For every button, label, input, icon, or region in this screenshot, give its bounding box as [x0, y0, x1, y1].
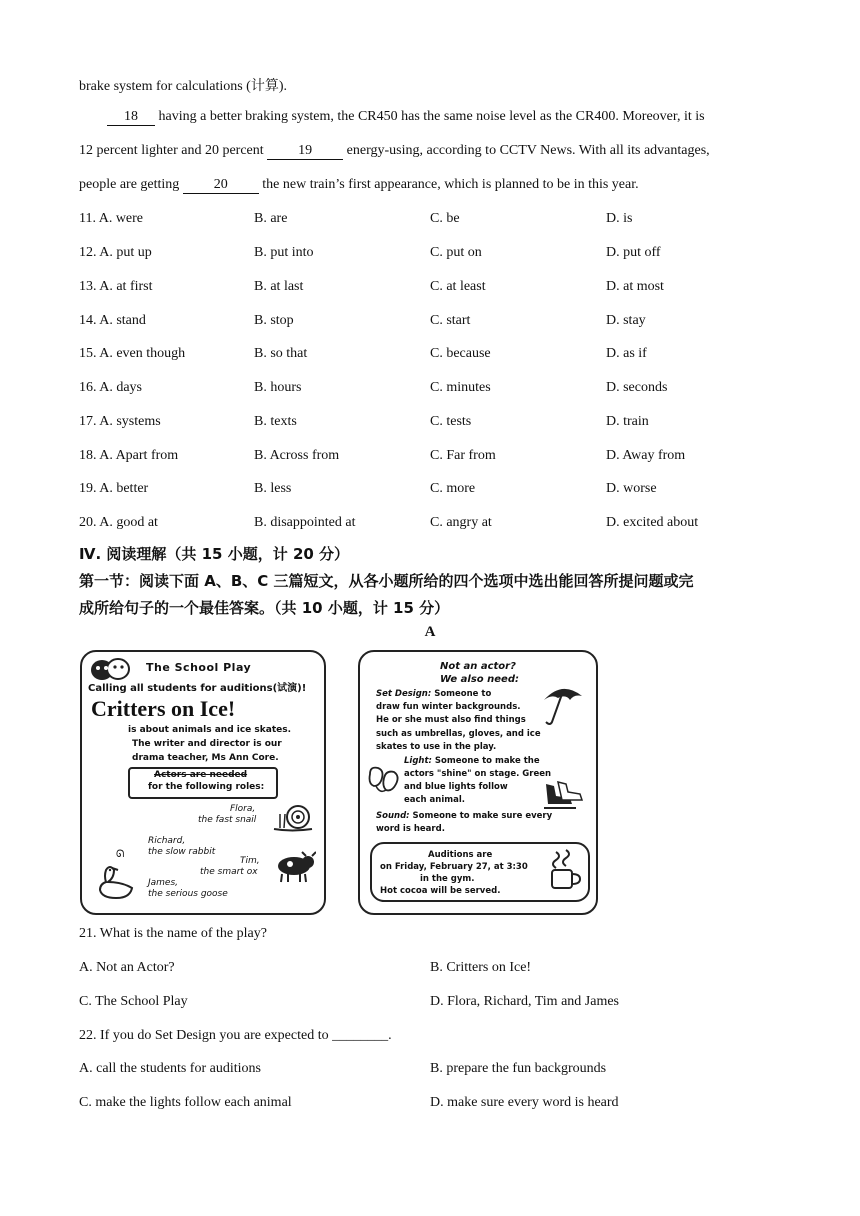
- question-21-options-row-2: [79, 994, 784, 1014]
- poster-desc-1: is about animals and ice skates.: [128, 725, 292, 735]
- blank-20: 20: [183, 177, 259, 194]
- sound-line-2: word is heard.: [376, 824, 445, 834]
- section-instruction-2: 成所给句子的一个最佳答案。（共 10 小题，计 15 分）: [79, 599, 450, 617]
- role-james-desc: the serious goose: [148, 889, 228, 899]
- section-instruction-1: 第一节：阅读下面 A、B、C 三篇短文，从各小题所给的四个选项中选出能回答所提问题或完: [79, 572, 694, 590]
- poster-callout: Calling all students for auditions(试演)!: [88, 683, 307, 694]
- option-b: B. hours: [254, 380, 302, 395]
- option-b: B. are: [254, 211, 288, 226]
- sound-line-1: Sound: Someone to make sure every: [376, 811, 553, 821]
- option-c: C. Far from: [430, 448, 496, 463]
- auditions-line-4: Hot cocoa will be served.: [380, 886, 501, 896]
- goose-icon: [92, 864, 138, 904]
- option-row: [79, 380, 784, 400]
- option-c: C. because: [430, 346, 491, 361]
- auditions-line-3: in the gym.: [420, 874, 475, 884]
- question-22-options-row-1: [79, 1061, 784, 1081]
- q21-option-a: A. Not an Actor?: [79, 960, 175, 975]
- option-row: [79, 279, 784, 299]
- light-line-1: Light: Someone to make the: [404, 756, 540, 766]
- option-b: B. texts: [254, 414, 297, 429]
- role-flora-desc: the fast snail: [198, 815, 257, 825]
- option-d: D. train: [606, 414, 649, 429]
- option-d: D. seconds: [606, 380, 668, 395]
- option-a: 20. A. good at: [79, 515, 158, 530]
- option-c: C. at least: [430, 279, 486, 294]
- option-d: D. Away from: [606, 448, 686, 463]
- option-c: C. angry at: [430, 515, 492, 530]
- play-title: Critters on Ice!: [91, 696, 236, 721]
- role-tim-desc: the smart ox: [200, 867, 258, 877]
- option-a: 19. A. better: [79, 481, 149, 496]
- option-c: C. be: [430, 211, 460, 226]
- option-a: 18. A. Apart from: [79, 448, 179, 463]
- q21-option-d: D. Flora, Richard, Tim and James: [430, 994, 619, 1009]
- option-b: B. at last: [254, 279, 304, 294]
- option-b: B. Across from: [254, 448, 340, 463]
- ox-icon: [272, 850, 316, 884]
- snail-icon: [272, 802, 316, 832]
- passage-line-2: 18 having a better braking system, the CR450 has the same noise level as the CR400. Moreover, it is: [79, 109, 705, 126]
- option-d: D. worse: [606, 481, 657, 496]
- option-a: 14. A. stand: [79, 313, 146, 328]
- roles-box-line-1: Actors are needed: [154, 770, 248, 780]
- roles-box: [128, 767, 278, 799]
- light-line-2: actors "shine" on stage. Green: [404, 769, 552, 779]
- option-a: 17. A. systems: [79, 414, 161, 429]
- option-a: 13. A. at first: [79, 279, 153, 294]
- option-a: 16. A. days: [79, 380, 142, 395]
- option-b: B. stop: [254, 313, 294, 328]
- q22-option-d: D. make sure every word is heard: [430, 1095, 619, 1110]
- poster-not-an-actor: [358, 650, 598, 915]
- option-b: B. disappointed at: [254, 515, 356, 530]
- option-c: C. minutes: [430, 380, 491, 395]
- option-row: [79, 448, 784, 468]
- option-c: C. more: [430, 481, 476, 496]
- auditions-line-1: Auditions are: [428, 850, 493, 860]
- option-c: C. start: [430, 313, 471, 328]
- role-richard-name: Richard,: [148, 836, 186, 846]
- gloves-icon: [366, 764, 402, 798]
- set-design-line-4: such as umbrellas, gloves, and ice: [376, 729, 541, 739]
- poster-desc-2: The writer and director is our: [132, 739, 282, 749]
- q22-option-a: A. call the students for auditions: [79, 1061, 261, 1076]
- light-line-3: and blue lights follow: [404, 782, 508, 792]
- cocoa-mug-icon: [548, 848, 584, 892]
- passage-line-4: people are getting 20 the new train’s first appearance, which is planned to be in this year.: [79, 177, 639, 192]
- option-d: D. as if: [606, 346, 647, 361]
- option-row: [79, 313, 784, 333]
- role-flora-name: Flora,: [230, 804, 256, 814]
- option-row: [79, 245, 784, 265]
- section-title: Ⅳ. 阅读理解（共 15 小题，计 20 分）: [79, 545, 350, 563]
- light-line-4: each animal.: [404, 795, 465, 805]
- set-design-line-3: He or she must also find things: [376, 715, 526, 725]
- right-heading-2: We also need:: [440, 674, 519, 685]
- option-a: 12. A. put up: [79, 245, 152, 260]
- auditions-line-2: on Friday, February 27, at 3:30: [380, 862, 528, 872]
- option-b: B. put into: [254, 245, 314, 260]
- question-22-options-row-2: [79, 1095, 784, 1115]
- option-d: D. is: [606, 211, 633, 226]
- option-d: D. put off: [606, 245, 661, 260]
- role-tim-name: Tim,: [240, 856, 260, 866]
- option-row: [79, 515, 784, 535]
- option-c: C. put on: [430, 245, 482, 260]
- roles-box-line-2: for the following roles:: [148, 782, 265, 792]
- q21-option-b: B. Critters on Ice!: [430, 960, 532, 975]
- option-d: D. stay: [606, 313, 646, 328]
- q21-option-c: C. The School Play: [79, 994, 188, 1009]
- option-b: B. less: [254, 481, 292, 496]
- small-rabbit-icon: ᘏ: [116, 849, 125, 860]
- option-c: C. tests: [430, 414, 472, 429]
- blank-18: 18: [107, 109, 155, 126]
- role-james-name: James,: [148, 878, 179, 888]
- blank-19: 19: [267, 143, 343, 160]
- option-row: [79, 414, 784, 434]
- passage-line-3: 12 percent lighter and 20 percent 19 energy-using, according to CCTV News. With all its advantages,: [79, 143, 710, 158]
- q22-option-c: C. make the lights follow each animal: [79, 1095, 292, 1110]
- option-d: D. at most: [606, 279, 664, 294]
- umbrella-icon: [540, 682, 586, 728]
- option-row: [79, 346, 784, 366]
- set-design-line-1: Set Design: Someone to: [376, 689, 492, 699]
- auditions-box: [370, 842, 590, 902]
- poster-header: The School Play: [146, 661, 252, 674]
- option-row: [79, 211, 784, 231]
- part-label: A: [424, 624, 436, 640]
- set-design-line-2: draw fun winter backgrounds.: [376, 702, 521, 712]
- set-design-line-5: skates to use in the play.: [376, 742, 497, 752]
- poster-desc-3: drama teacher, Ms Ann Core.: [132, 753, 279, 763]
- passage-line-1: brake system for calculations (计算).: [79, 79, 287, 94]
- ice-skates-icon: [540, 780, 586, 812]
- question-22-stem: 22. If you do Set Design you are expected to ________.: [79, 1028, 392, 1043]
- option-row: [79, 481, 784, 501]
- question-21-options-row-1: [79, 960, 784, 980]
- poster-school-play: [80, 650, 326, 915]
- option-d: D. excited about: [606, 515, 699, 530]
- right-heading-1: Not an actor?: [440, 661, 516, 672]
- option-a: 15. A. even though: [79, 346, 186, 361]
- q22-option-b: B. prepare the fun backgrounds: [430, 1061, 607, 1076]
- option-b: B. so that: [254, 346, 308, 361]
- question-21-stem: 21. What is the name of the play?: [79, 926, 267, 941]
- option-a: 11. A. were: [79, 211, 144, 226]
- role-richard-desc: the slow rabbit: [148, 847, 216, 857]
